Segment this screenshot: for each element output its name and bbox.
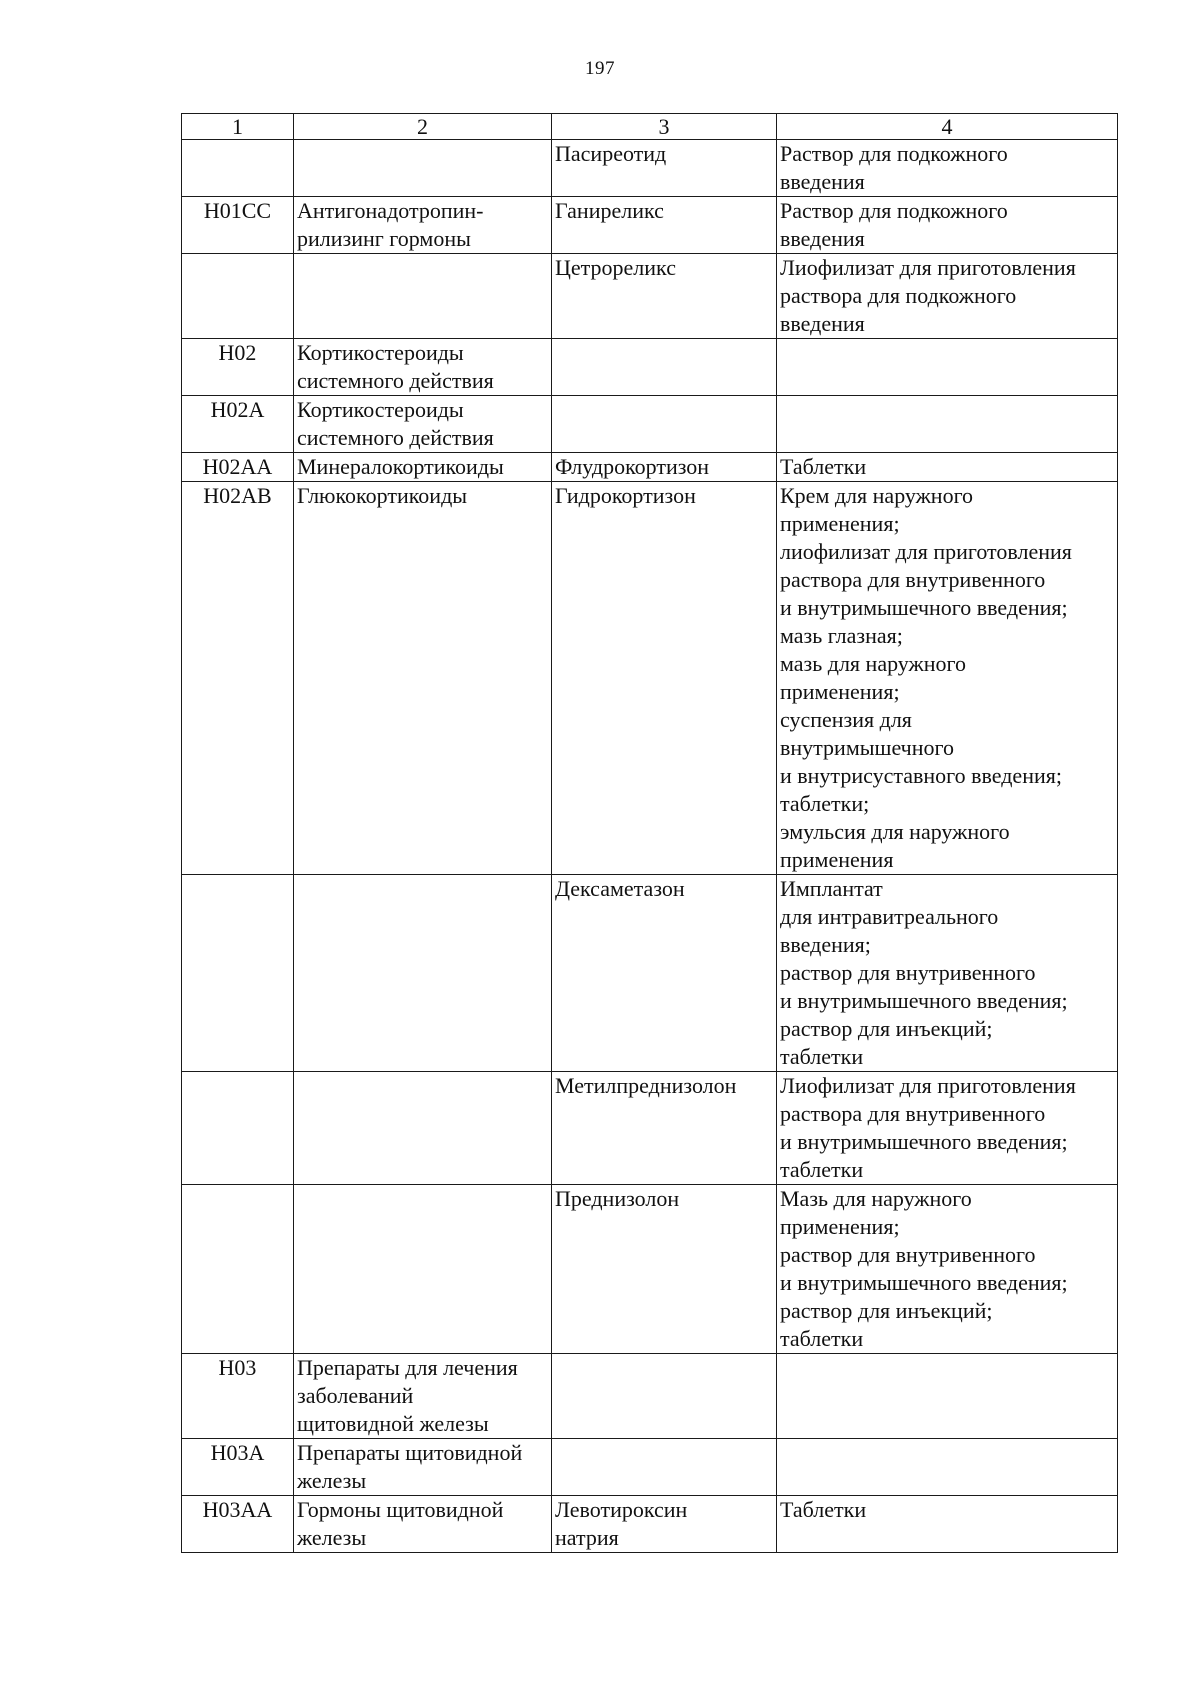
group-name-line: щитовидной железы — [297, 1411, 489, 1436]
drug-name-line: Гидрокортизон — [555, 483, 696, 508]
column-header-3: 3 — [552, 114, 777, 140]
table-row — [182, 875, 1118, 1072]
dosage-forms-line: таблетки — [780, 1326, 864, 1351]
group-name-line: железы — [297, 1525, 367, 1550]
dosage-forms-line: Раствор для подкожного — [780, 141, 1008, 166]
table-row — [182, 396, 1118, 453]
group-name-cell — [294, 396, 552, 453]
table-row — [182, 1072, 1118, 1185]
dosage-forms-line: раствора для внутривенного — [780, 1101, 1046, 1126]
dosage-forms-line: для интравитреального — [780, 904, 999, 929]
atc-code-cell: H01CC — [182, 197, 294, 254]
dosage-forms-line: мазь для наружного — [780, 651, 966, 676]
dosage-forms-line: введения — [780, 311, 865, 336]
drug-name-line: Цетрореликс — [555, 255, 676, 280]
group-name-cell — [294, 1072, 552, 1185]
drug-name-cell — [552, 1354, 777, 1439]
group-name-line: системного действия — [297, 368, 494, 393]
dosage-forms-line: Таблетки — [780, 454, 867, 479]
dosage-forms-cell — [777, 1496, 1118, 1553]
dosage-forms-line: Раствор для подкожного — [780, 198, 1008, 223]
dosage-forms-line: Таблетки — [780, 1497, 867, 1522]
group-name-line: Антигонадотропин- — [297, 198, 484, 223]
group-name-line: системного действия — [297, 425, 494, 450]
dosage-forms-cell — [777, 140, 1118, 197]
atc-code-cell: H02AA — [182, 453, 294, 482]
group-name-cell — [294, 339, 552, 396]
atc-code-cell: H03 — [182, 1354, 294, 1439]
dosage-forms-line: лиофилизат для приготовления — [780, 539, 1072, 564]
dosage-forms-line: суспензия для — [780, 707, 912, 732]
atc-code-cell: H03AA — [182, 1496, 294, 1553]
dosage-forms-cell — [777, 1439, 1118, 1496]
page-number: 197 — [585, 58, 615, 79]
drug-name-line: Флудрокортизон — [555, 454, 710, 479]
drug-name-cell — [552, 1496, 777, 1553]
group-name-line: Гормоны щитовидной — [297, 1497, 504, 1522]
atc-code-cell — [182, 254, 294, 339]
drug-name-cell — [552, 396, 777, 453]
dosage-forms-line: введения — [780, 169, 865, 194]
atc-code-cell: H03A — [182, 1439, 294, 1496]
table-row — [182, 482, 1118, 875]
dosage-forms-line: Крем для наружного — [780, 483, 974, 508]
dosage-forms-line: Лиофилизат для приготовления — [780, 1073, 1076, 1098]
table-header-row — [182, 114, 1118, 140]
dosage-forms-line: введения — [780, 226, 865, 251]
dosage-forms-line: и внутримышечного введения; — [780, 988, 1068, 1013]
drug-name-cell — [552, 453, 777, 482]
dosage-forms-line: раствор для внутривенного — [780, 960, 1036, 985]
group-name-line: железы — [297, 1468, 367, 1493]
drug-name-cell — [552, 339, 777, 396]
drug-name-line: Ганиреликс — [555, 198, 664, 223]
table-row — [182, 1185, 1118, 1354]
atc-code-cell: H02 — [182, 339, 294, 396]
table-row — [182, 197, 1118, 254]
atc-code-cell: H02A — [182, 396, 294, 453]
table-row — [182, 254, 1118, 339]
drug-name-cell — [552, 140, 777, 197]
dosage-forms-cell — [777, 254, 1118, 339]
dosage-forms-cell — [777, 453, 1118, 482]
table-row — [182, 339, 1118, 396]
table-row — [182, 140, 1118, 197]
dosage-forms-line: Лиофилизат для приготовления — [780, 255, 1076, 280]
dosage-forms-line: Мазь для наружного — [780, 1186, 972, 1211]
group-name-line: Препараты щитовидной — [297, 1440, 523, 1465]
dosage-forms-line: раствор для внутривенного — [780, 1242, 1036, 1267]
table-row — [182, 1496, 1118, 1553]
drug-name-line: Пасиреотид — [555, 141, 667, 166]
group-name-line: заболеваний — [297, 1383, 414, 1408]
group-name-line: Кортикостероиды — [297, 397, 464, 422]
atc-code-cell — [182, 1072, 294, 1185]
dosage-forms-line: таблетки; — [780, 791, 870, 816]
dosage-forms-line: эмульсия для наружного — [780, 819, 1010, 844]
dosage-forms-line: применения — [780, 847, 894, 872]
drug-name-line: Дексаметазон — [555, 876, 685, 901]
dosage-forms-line: таблетки — [780, 1157, 864, 1182]
group-name-cell — [294, 482, 552, 875]
dosage-forms-line: раствор для инъекций; — [780, 1016, 993, 1041]
dosage-forms-cell — [777, 1354, 1118, 1439]
dosage-forms-line: Имплантат — [780, 876, 883, 901]
drug-name-cell — [552, 1439, 777, 1496]
table-row — [182, 1439, 1118, 1496]
group-name-line: Препараты для лечения — [297, 1355, 518, 1380]
dosage-forms-line: и внутримышечного введения; — [780, 595, 1068, 620]
group-name-cell — [294, 1354, 552, 1439]
drug-name-line: натрия — [555, 1525, 619, 1550]
dosage-forms-line: применения; — [780, 679, 900, 704]
drug-name-line: Метилпреднизолон — [555, 1073, 737, 1098]
dosage-forms-cell — [777, 197, 1118, 254]
drug-name-cell — [552, 197, 777, 254]
dosage-forms-line: применения; — [780, 1214, 900, 1239]
dosage-forms-cell — [777, 875, 1118, 1072]
drug-name-cell — [552, 875, 777, 1072]
dosage-forms-line: таблетки — [780, 1044, 864, 1069]
atc-code-cell: H02AB — [182, 482, 294, 875]
table-body — [182, 114, 1118, 1553]
group-name-cell — [294, 1496, 552, 1553]
column-header-4: 4 — [777, 114, 1118, 140]
group-name-cell — [294, 453, 552, 482]
dosage-forms-line: раствора для внутривенного — [780, 567, 1046, 592]
dosage-forms-line: и внутрисуставного введения; — [780, 763, 1062, 788]
atc-code-cell — [182, 1185, 294, 1354]
atc-code-cell — [182, 140, 294, 197]
dosage-forms-line: и внутримышечного введения; — [780, 1129, 1068, 1154]
group-name-line: Глюкокортикоиды — [297, 483, 468, 508]
medication-table — [181, 113, 1118, 1553]
dosage-forms-cell — [777, 482, 1118, 875]
dosage-forms-cell — [777, 1072, 1118, 1185]
drug-name-line: Преднизолон — [555, 1186, 680, 1211]
dosage-forms-cell — [777, 1185, 1118, 1354]
dosage-forms-line: мазь глазная; — [780, 623, 903, 648]
column-header-1: 1 — [182, 114, 294, 140]
drug-name-cell — [552, 254, 777, 339]
group-name-line: Минералокортикоиды — [297, 454, 504, 479]
drug-name-cell — [552, 1072, 777, 1185]
dosage-forms-line: раствор для инъекций; — [780, 1298, 993, 1323]
group-name-line: рилизинг гормоны — [297, 226, 471, 251]
group-name-cell — [294, 1185, 552, 1354]
table-row — [182, 453, 1118, 482]
group-name-line: Кортикостероиды — [297, 340, 464, 365]
dosage-forms-line: раствора для подкожного — [780, 283, 1017, 308]
drug-name-cell — [552, 1185, 777, 1354]
drug-name-line: Левотироксин — [555, 1497, 688, 1522]
group-name-cell — [294, 140, 552, 197]
drug-name-cell — [552, 482, 777, 875]
dosage-forms-line: и внутримышечного введения; — [780, 1270, 1068, 1295]
dosage-forms-line: применения; — [780, 511, 900, 536]
dosage-forms-line: введения; — [780, 932, 871, 957]
group-name-cell — [294, 875, 552, 1072]
table-row — [182, 1354, 1118, 1439]
atc-code-cell — [182, 875, 294, 1072]
column-header-2: 2 — [294, 114, 552, 140]
dosage-forms-cell — [777, 339, 1118, 396]
group-name-cell — [294, 1439, 552, 1496]
group-name-cell — [294, 254, 552, 339]
dosage-forms-cell — [777, 396, 1118, 453]
dosage-forms-line: внутримышечного — [780, 735, 954, 760]
group-name-cell — [294, 197, 552, 254]
